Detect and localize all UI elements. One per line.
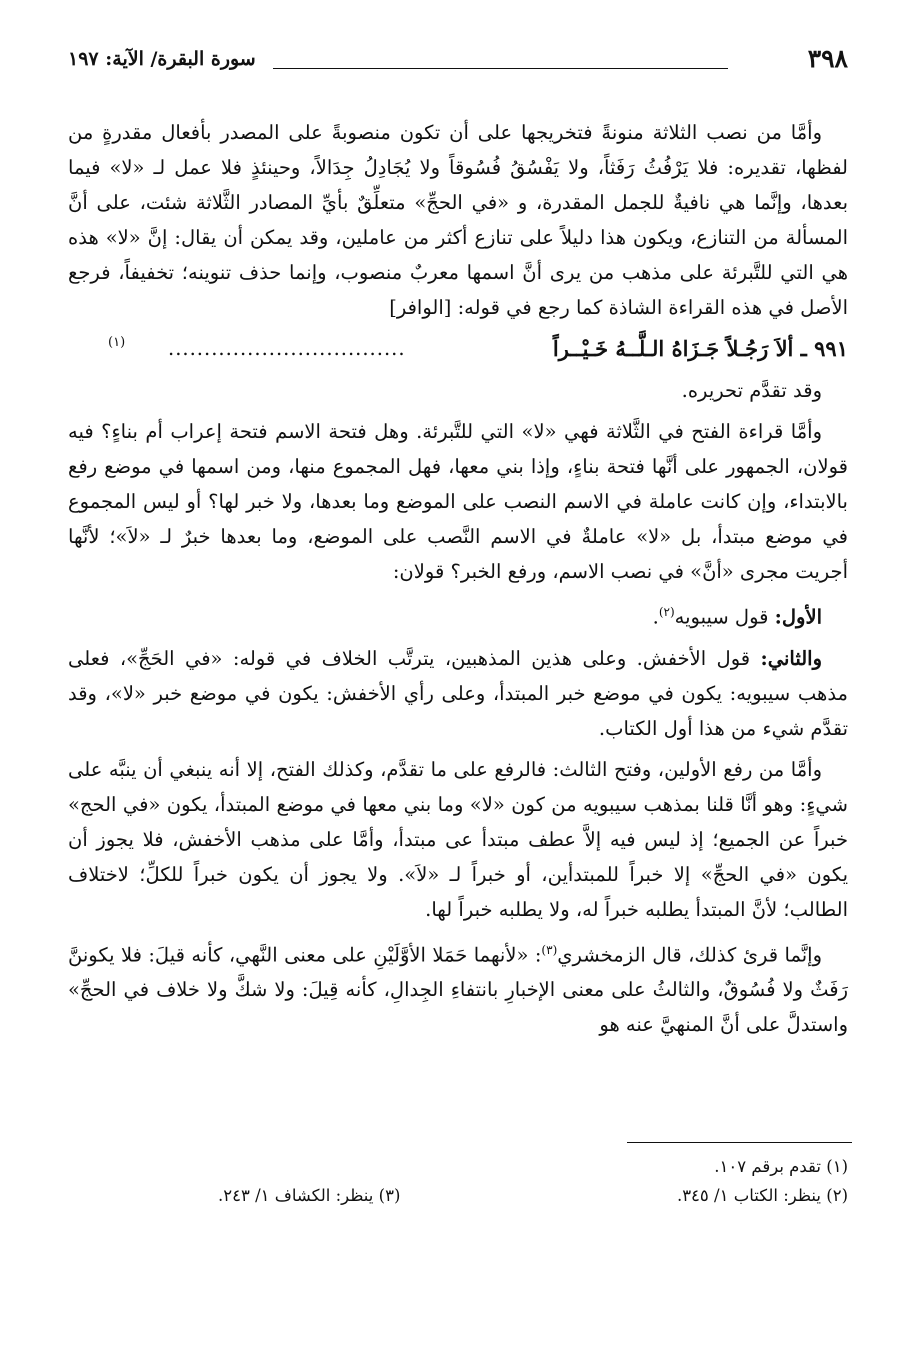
footnote-row [68, 1152, 848, 1181]
verse-footnote-ref: (١) [108, 335, 126, 350]
footnotes [68, 1152, 848, 1210]
paragraph-4-b: : «لأنهما حَمَلا الأوَّلَيْنِ على معنى النَّهي، كأنه قيلَ: فلا يكوننَّ رَفَثٌ ولا فُسُوقٌ، والثالثُ على معنى الإخبارِ بانتفاءِ الجِدالِ، كأنه قِيلَ: ولا شكَّ ولا خلاف في الحجِّ» واستدلَّ على أنَّ المنهيَّ عنه هو [68, 943, 848, 1036]
paragraph-4 [68, 933, 848, 1043]
second-opinion [68, 641, 848, 746]
verse-text: ٩٩١ ـ ألاَ رَجُـلاً جَـزَاهُ الـلَّــهُ خَـيْــراً [552, 336, 848, 361]
paragraph-1: وأمَّا من نصب الثلاثة منونةً فتخريجها على أن تكون منصوبةً على المصدر بأفعال مقدرةٍ من لفظها، تقديره: فلا يَرْفُثُ رَفَثاً، ولا يَفْسُقُ فُسُوقاً ولا يُجَادِلُ جِدَالاً، وحينئذٍ فلا عمل لـ «لا» فيما بعدها، وإنَّما هي نافيةٌ للجمل المقدرة، و «في الحجِّ» متعلِّقٌ بأيِّ المصادر الثَّلاثة شئت، على أنَّ المسألة من التنازع، ويكون هذا دليلاً على تنازع أكثر من عاملين، وقد يمكن أن يقال: إنَّ «لا» هذه هي التي للتَّبرئة على مذهب من يرى أنَّ اسمها معربٌ منصوب، وإنما حذف تنوينه؛ تخفيفاً، فرجع الأصل في هذه القراءة الشاذة كما رجع في قوله: [الوافر] [68, 121, 848, 319]
surah-info: سورة البقرة/ الآية: ١٩٧ [68, 48, 256, 70]
second-label: والثاني: [760, 646, 823, 670]
footnote-2: (٢) ينظر: الكتاب ١/ ٣٤٥. [676, 1186, 848, 1205]
footnote-row [68, 1181, 848, 1210]
footnote-1: (١) تقدم برقم ١٠٧. [714, 1157, 848, 1176]
second-text: قول الأخفش. وعلى هذين المذهبين، يترتَّب الخلاف في قوله: «في الحَجِّ»، فعلى مذهب سيبويه: يكون في موضع خبر المبتدأ، وعلى رأي الأخفش: يكون في موضع خبر «لا»، وقد تقدَّم شيء من هذا أول الكتاب. [68, 646, 848, 740]
first-opinion: الأول: قول سيبويه$^{(٢)}$. [652, 605, 822, 629]
paragraph-2: وأمَّا قراءة الفتح في الثَّلاثة فهي «لا» التي للتَّبرئة. وهل فتحة الاسم فتحة إعراب أم بناءٍ؟ فيه قولان، الجمهور على أنَّها فتحة بناءٍ، وإذا بني معها، فهل المجموع منها، ومن اسمها في موضع رفع بالابتداء، وإن كانت عاملة في الاسم النصب على الموضع وما بعدها، ولا خبر لها؟ أو ليس المجموع في موضع مبتدأ، بل «لا» عاملةٌ في الاسم النَّصب على الموضع، وما بعدها خبرٌ لـ «لاَ»؛ لأنَّها أجريت مجرى «أنَّ» في نصب الاسم، ورفع الخبر؟ قولان: [68, 420, 848, 583]
footnote-ref-3: (٣) [541, 942, 558, 957]
first-label: الأول: [774, 605, 822, 629]
first-text: قول سيبويه [674, 605, 769, 629]
footnote-ref-2: (٢) [658, 605, 675, 619]
footnote-3: (٣) ينظر: الكشاف ١/ ٢٤٣. [218, 1186, 401, 1205]
paragraph-4-a: وإنَّما قرئ كذلك، قال الزمخشري [557, 943, 822, 966]
page-number: ٣٩٨ [807, 44, 848, 73]
poetry-verse [68, 331, 848, 371]
main-text [68, 115, 848, 1048]
header-rule [273, 68, 728, 69]
page-header [68, 44, 848, 84]
verse-dots: ................................. [168, 337, 406, 360]
footnote-rule [627, 1142, 852, 1143]
after-verse-text: وقد تقدَّم تحريره. [681, 379, 822, 402]
paragraph-3: وأمَّا من رفع الأولين، وفتح الثالث: فالرفع على ما تقدَّم، وكذلك الفتح، إلا أنه ينبغي أن ينبَّه على شيءٍ: وهو أنَّا قلنا بمذهب سيبويه من كون «لا» وما بني معها في موضع المبتدأ، يكون «في الحج» خبراً عن الجميع؛ إذ ليس فيه إلاَّ عطف مبتدأ عى مبتدأ، وأمَّا على مذهب الأخفش، فلا يجوز أن يكون «في الحجِّ» إلا خبراً للمبتدأين، أو خبراً لـ «لاَ». ولا يجوز أن يكون خبراً للكلِّ؛ لاختلاف الطالب؛ لأنَّ المبتدأ يطلبه خبراً له، ولا يطلبه خبراً لها. [68, 757, 848, 921]
